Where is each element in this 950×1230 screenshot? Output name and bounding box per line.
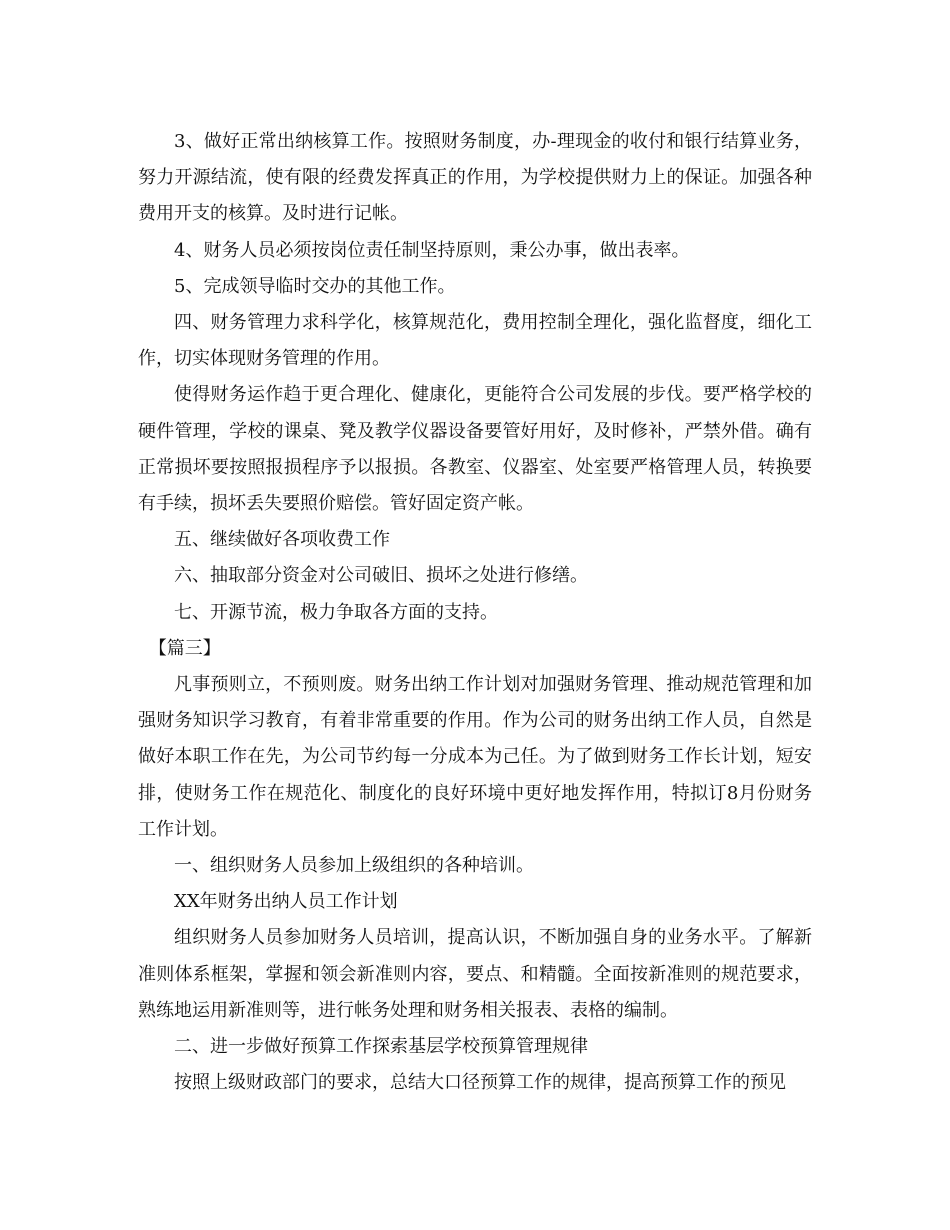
paragraph-operations: 使得财务运作趋于更合理化、健康化，更能符合公司发展的步伐。要严格学校的硬件管理，学校的课桌、凳及教学仪器设备要管好用好，及时修补，严禁外借。确有正常损坏要按照报损程序予以报损。各教室、仪器室、处室要严格管理人员，转换要有手续，损坏丢失要照价赔偿。管好固定资产帐。 — [138, 384, 812, 515]
section-heading-part-three: 【篇三】 — [148, 637, 221, 659]
paragraph-section-five: 五、继续做好各项收费工作 — [174, 529, 390, 551]
paragraph-section-four: 四、财务管理力求科学化，核算规范化，费用控制全理化，强化监督度，细化工作，切实体现财务管理的作用。 — [138, 312, 812, 370]
paragraph-budget-detail: 按照上级财政部门的要求，总结大口径预算工作的规律，提高预算工作的预见 — [174, 1072, 786, 1094]
document-body — [138, 124, 812, 1101]
paragraph-training-detail: 组织财务人员参加财务人员培训，提高认识，不断加强自身的业务水平。了解新准则体系框架，掌握和领会新准则内容，要点、和精髓。全面按新准则的规范要求，熟练地运用新准则等，进行帐务处理和财务相关报表、表格的编制。 — [138, 927, 812, 1021]
paragraph-intro-plan: 凡事预则立，不预则废。财务出纳工作计划对加强财务管理、推动规范管理和加强财务知识学习教育，有着非常重要的作用。作为公司的财务出纳工作人员，自然是做好本职工作在先，为公司节约每一分成本为己任。为了做到财务工作长计划，短安排，使财务工作在规范化、制度化的良好环境中更好地发挥作用，特拟订8月份财务工作计划。 — [138, 674, 812, 840]
paragraph-training: 一、组织财务人员参加上级组织的各种培训。 — [174, 855, 534, 877]
paragraph-temporary-tasks: 5、完成领导临时交办的其他工作。 — [174, 275, 456, 297]
paragraph-section-seven: 七、开源节流，极力争取各方面的支持。 — [174, 601, 498, 623]
paragraph-cashier-accounting: 3、做好正常出纳核算工作。按照财务制度，办-理现金的收付和银行结算业务，努力开源结流，使有限的经费发挥真正的作用，为学校提供财力上的保证。加强各种费用开支的核算。及时进行记帐。 — [138, 131, 812, 225]
paragraph-staff-principles: 4、财务人员必须按岗位责任制坚持原则，秉公办事，做出表率。 — [174, 239, 690, 261]
paragraph-plan-title: XX年财务出纳人员工作计划 — [174, 891, 398, 913]
paragraph-section-six: 六、抽取部分资金对公司破旧、损坏之处进行修缮。 — [174, 565, 588, 587]
paragraph-budget-heading: 二、进一步做好预算工作探索基层学校预算管理规律 — [174, 1036, 588, 1058]
